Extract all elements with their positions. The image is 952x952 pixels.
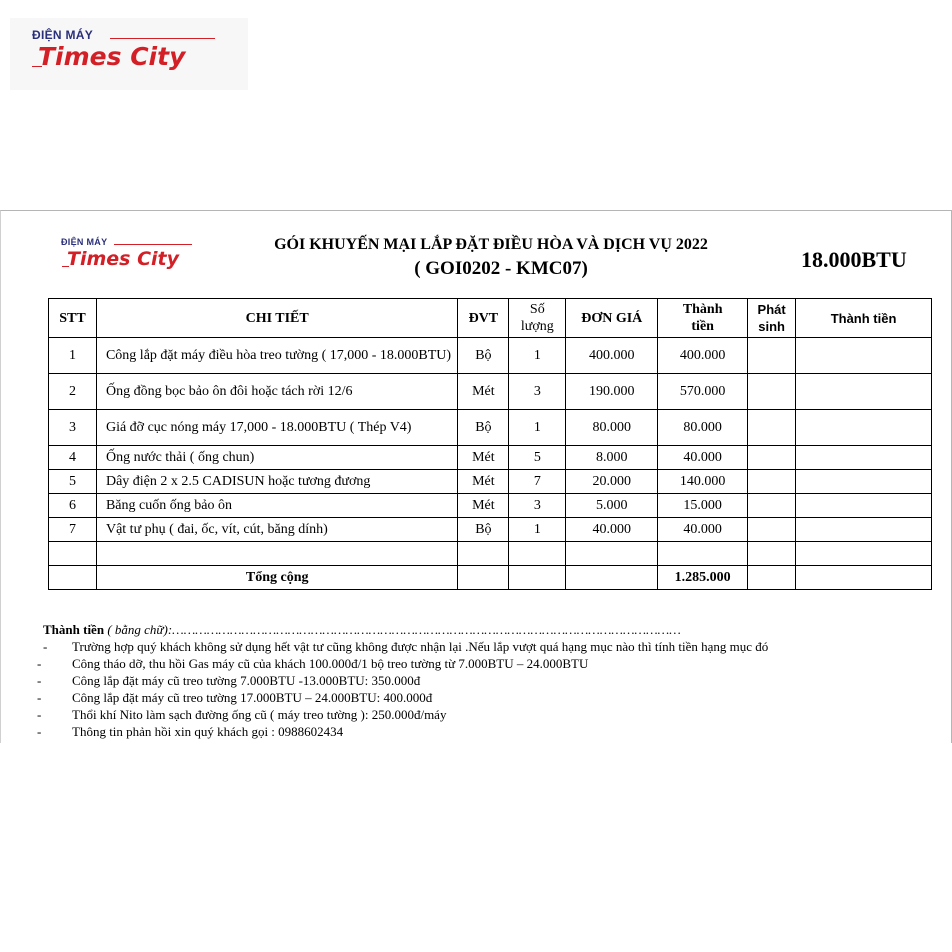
note-text: Thổi khí Nito làm sạch đường ống cũ ( máy treo tường ): 250.000đ/máy: [72, 707, 447, 722]
cell-empty: [49, 566, 97, 590]
cell-qty: 1: [509, 338, 566, 374]
cell-empty: [509, 566, 566, 590]
amount-in-words-line: ( bằng chữ):……………………………………………………………………………………………………………………: [104, 622, 681, 637]
cell-amount: 570.000: [658, 374, 748, 410]
cell-amount: 400.000: [658, 338, 748, 374]
total-label: Tổng cộng: [96, 566, 457, 590]
quote-table: [48, 298, 932, 590]
cell-empty: [49, 542, 97, 566]
header-extra-line2: sinh: [758, 319, 785, 334]
cell-qty: 3: [509, 374, 566, 410]
amount-in-words: [43, 621, 681, 638]
amount-in-words-label: Thành tiền: [43, 622, 105, 637]
note-dash: -: [37, 690, 42, 705]
cell-extra: [748, 446, 796, 470]
cell-stt: 6: [49, 494, 97, 518]
cell-empty: [658, 542, 748, 566]
cell-empty: [796, 566, 932, 590]
cell-extra: [748, 494, 796, 518]
cell-detail: Vật tư phụ ( đai, ốc, vít, cút, băng dính): [96, 518, 457, 542]
notes-section: [37, 621, 769, 740]
header-unit: ĐVT: [458, 299, 509, 338]
table-row: [49, 494, 932, 518]
cell-extra: [748, 518, 796, 542]
cell-stt: 1: [49, 338, 97, 374]
cell-empty: [509, 542, 566, 566]
total-value: 1.285.000: [658, 566, 748, 590]
cell-empty: [748, 566, 796, 590]
header-extra: [748, 299, 796, 338]
cell-qty: 1: [509, 518, 566, 542]
brand-name: Times City: [38, 42, 186, 71]
cell-total: [796, 518, 932, 542]
note-dash: -: [43, 639, 48, 654]
brand-top-line: ĐIỆN MÁY: [32, 28, 94, 42]
logo-underline: [110, 38, 215, 39]
cell-extra: [748, 470, 796, 494]
sheet-brand-top-line: ĐIỆN MÁY: [61, 237, 108, 247]
note-text: Công lắp đặt máy cũ treo tường 7.000BTU -13.000BTU: 350.000đ: [72, 673, 421, 688]
cell-qty: 7: [509, 470, 566, 494]
cell-total: [796, 338, 932, 374]
cell-extra: [748, 374, 796, 410]
table-row: [49, 446, 932, 470]
note-text: Công tháo dỡ, thu hồi Gas máy cũ của khách 100.000đ/1 bộ treo tường từ 7.000BTU – 24.000BTU: [72, 656, 589, 671]
table-row: [49, 338, 932, 374]
note-dash: -: [37, 656, 42, 671]
cell-empty: [96, 542, 457, 566]
table-row: [49, 470, 932, 494]
cell-unit: Bộ: [458, 410, 509, 446]
cell-qty: 1: [509, 410, 566, 446]
cell-qty: 3: [509, 494, 566, 518]
note-item: [37, 689, 675, 706]
cell-unit: Mét: [458, 494, 509, 518]
sheet-brand-name: Times City: [67, 248, 180, 270]
note-dash: -: [37, 724, 42, 739]
cell-empty: [458, 542, 509, 566]
cell-total: [796, 494, 932, 518]
header-stt: STT: [49, 299, 97, 338]
cell-detail: Công lắp đặt máy điều hòa treo tường ( 17,000 - 18.000BTU): [96, 338, 457, 374]
cell-amount: 15.000: [658, 494, 748, 518]
sheet-logo-underline: [114, 244, 192, 245]
cell-unit: Mét: [458, 374, 509, 410]
note-text: Công lắp đặt máy cũ treo tường 17.000BTU – 24.000BTU: 400.000đ: [72, 690, 433, 705]
note-dash: -: [37, 707, 42, 722]
header-total: Thành tiền: [796, 299, 932, 338]
cell-amount: 140.000: [658, 470, 748, 494]
note-dash: -: [37, 673, 42, 688]
cell-stt: 7: [49, 518, 97, 542]
cell-empty: [796, 542, 932, 566]
note-item: [37, 706, 675, 723]
cell-total: [796, 446, 932, 470]
capacity-label: 18.000BTU: [801, 247, 907, 272]
cell-empty: [566, 566, 658, 590]
cell-unit: Mét: [458, 446, 509, 470]
note-item: [37, 672, 675, 689]
cell-price: 400.000: [566, 338, 658, 374]
cell-amount: 80.000: [658, 410, 748, 446]
cell-unit: Bộ: [458, 518, 509, 542]
cell-extra: [748, 338, 796, 374]
cell-empty: [748, 542, 796, 566]
cell-detail: Dây điện 2 x 2.5 CADISUN hoặc tương đương: [96, 470, 457, 494]
cell-detail: Băng cuốn ống bảo ôn: [96, 494, 457, 518]
note-item: [37, 655, 675, 672]
note-text: Thông tin phản hồi xin quý khách gọi : 0988602434: [72, 724, 344, 739]
cell-extra: [748, 410, 796, 446]
document-code: ( GOI0202 - KMC07): [414, 258, 588, 279]
header-qty-line2: lượng: [520, 319, 554, 334]
header-amount-line2: tiền: [691, 319, 714, 334]
header-amount: [658, 299, 748, 338]
cell-unit: Bộ: [458, 338, 509, 374]
cell-price: 80.000: [566, 410, 658, 446]
note-text: Trường hợp quý khách không sử dụng hết vật tư cũng không được nhận lại .Nếu lắp vượt quá hạng mục nào thì tính tiền hạng mục đó: [72, 639, 769, 654]
cell-price: 20.000: [566, 470, 658, 494]
cell-detail: Giá đỡ cục nóng máy 17,000 - 18.000BTU ( Thép V4): [96, 410, 457, 446]
note-item: [37, 638, 769, 655]
cell-qty: 5: [509, 446, 566, 470]
cell-stt: 3: [49, 410, 97, 446]
cell-price: 5.000: [566, 494, 658, 518]
cell-amount: 40.000: [658, 446, 748, 470]
cell-detail: Ống đồng bọc bảo ôn đôi hoặc tách rời 12/6: [96, 374, 457, 410]
sheet-logo: [59, 235, 199, 275]
cell-stt: 2: [49, 374, 97, 410]
cell-stt: 4: [49, 446, 97, 470]
header-extra-line1: Phát: [757, 302, 786, 317]
cell-total: [796, 374, 932, 410]
header-qty: [509, 299, 566, 338]
cell-unit: Mét: [458, 470, 509, 494]
document-title: GÓI KHUYẾN MẠI LẮP ĐẶT ĐIỀU HÒA VÀ DỊCH VỤ 2022: [274, 236, 708, 253]
cell-total: [796, 410, 932, 446]
header-price: ĐƠN GIÁ: [566, 299, 658, 338]
brand-logo: [10, 18, 248, 90]
table-row: [49, 374, 932, 410]
cell-price: 40.000: [566, 518, 658, 542]
table-row: [49, 518, 932, 542]
header-detail: CHI TIẾT: [96, 299, 457, 338]
cell-price: 190.000: [566, 374, 658, 410]
quote-sheet: [0, 210, 952, 743]
cell-price: 8.000: [566, 446, 658, 470]
cell-detail: Ống nước thải ( ống chun): [96, 446, 457, 470]
cell-amount: 40.000: [658, 518, 748, 542]
header-amount-line1: Thành: [682, 302, 723, 317]
note-item: [37, 723, 675, 740]
table-row: [49, 410, 932, 446]
header-qty-line1: Số: [529, 302, 545, 317]
table-row-empty: [49, 542, 932, 566]
table-total-row: [49, 566, 932, 590]
cell-total: [796, 470, 932, 494]
cell-empty: [458, 566, 509, 590]
cell-stt: 5: [49, 470, 97, 494]
cell-empty: [566, 542, 658, 566]
table-header-row: [49, 299, 932, 338]
